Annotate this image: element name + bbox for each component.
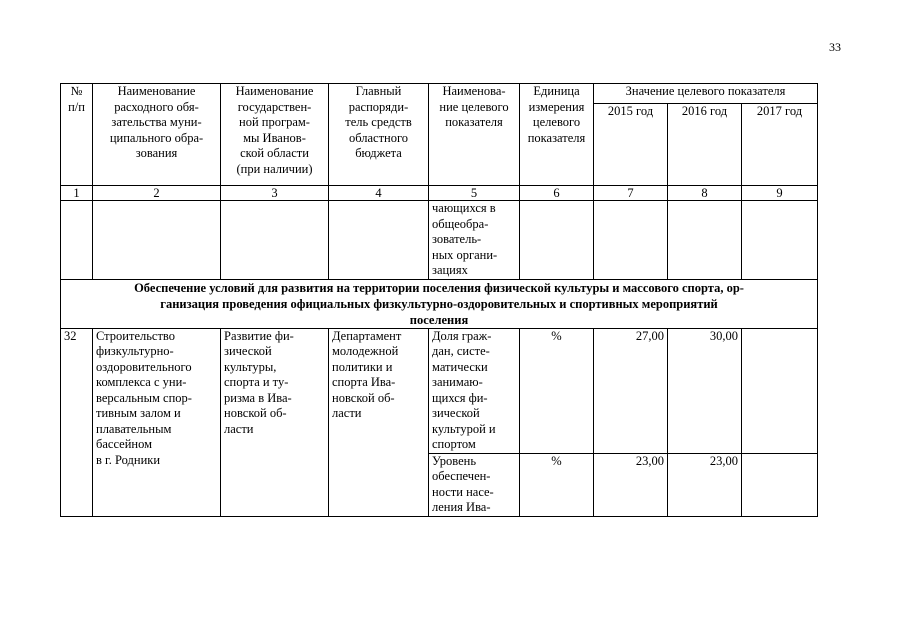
row-number: 32 [61,328,93,516]
column-number: 8 [668,186,742,201]
value-2015: 23,00 [594,453,668,516]
value-2017 [742,453,818,516]
indicator-name: Доля граж- дан, систе- матически занимаю- щихся фи- зической культурой и спортом [429,328,520,453]
column-number: 1 [61,186,93,201]
value-2017 [742,328,818,453]
section-row [61,279,818,328]
header-indicator: Наименова- ние целевого показателя [429,84,520,186]
continuation-row [61,201,818,280]
indicator-unit: % [520,328,594,453]
value-2016: 23,00 [668,453,742,516]
column-number: 2 [93,186,221,201]
value-2016: 30,00 [668,328,742,453]
column-number: 9 [742,186,818,201]
indicator-name: Уровень обеспечен- ности насе- ления Ива- [429,453,520,516]
value-2015: 27,00 [594,328,668,453]
program-name: Развитие фи- зической культуры, спорта и ту- ризма в Ива- новской об- ласти [221,328,329,516]
header-target-values: Значение целевого показателя [594,84,818,104]
continuation-indicator: чающихся в общеобра- зователь- ных органи- зациях [429,201,520,280]
column-number: 3 [221,186,329,201]
column-number: 7 [594,186,668,201]
header-obligation: Наименование расходного обя- зательства муни- ципального обра- зования [93,84,221,186]
page-number: 33 [829,40,841,54]
header-program: Наименование государствен- ной програм- мы Иванов- ской области (при наличии) [221,84,329,186]
column-number: 4 [329,186,429,201]
header-2016: 2016 год [668,104,742,186]
column-number: 6 [520,186,594,201]
table-row [61,328,818,453]
header-2017: 2017 год [742,104,818,186]
indicator-unit: % [520,453,594,516]
budget-manager: Департамент молодежной политики и спорта Ива- новской об- ласти [329,328,429,516]
obligation-name: Строительство физкультурно- оздоровительного комплекса с уни- версальным спор- тивным залом и плавательным бассейном в г. Родники [93,328,221,516]
header-unit: Единица измерения целевого показателя [520,84,594,186]
column-number: 5 [429,186,520,201]
header-manager: Главный распоряди- тель средств областного бюджета [329,84,429,186]
header-num: № п/п [61,84,93,186]
section-title: Обеспечение условий для развития на территории поселения физической культуры и массового спорта, ор- ганизация проведения официальных физкультурно-оздоровительных и спортивных мероприятий поселения [61,279,818,328]
header-2015: 2015 год [594,104,668,186]
target-indicators-table [60,83,818,517]
